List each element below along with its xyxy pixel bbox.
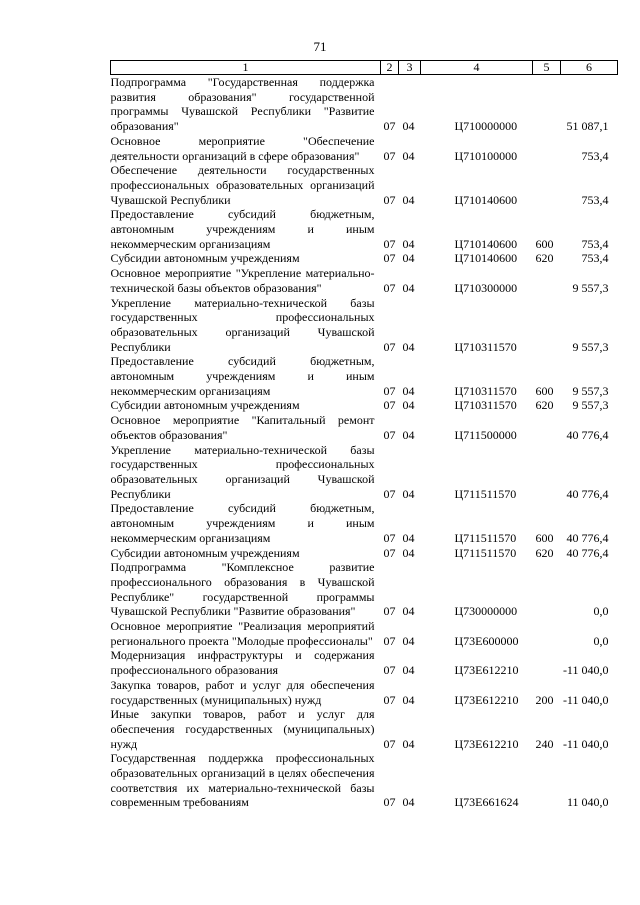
row-section: 07 xyxy=(383,427,396,442)
table-row xyxy=(111,266,618,295)
table-row xyxy=(111,678,618,707)
row-section: 07 xyxy=(383,486,396,501)
row-subsection: 04 xyxy=(402,633,415,648)
row-target-code: Ц711511570 xyxy=(454,530,517,545)
row-description: Субсидии автономным учреждениям xyxy=(110,545,300,560)
table-row xyxy=(111,546,618,561)
row-target-code: Ц710300000 xyxy=(454,280,518,295)
row-target-code: Ц730000000 xyxy=(454,604,518,619)
row-description-cell xyxy=(111,751,381,810)
row-description-cell xyxy=(111,75,381,134)
row-target-code: Ц710311570 xyxy=(454,383,517,398)
row-description-cell xyxy=(111,354,381,398)
table-row xyxy=(111,75,618,134)
row-subsection: 04 xyxy=(402,530,415,545)
table-row xyxy=(111,648,618,677)
row-subsection: 04 xyxy=(402,148,415,163)
row-expense-type: 620 xyxy=(535,398,554,413)
row-section: 07 xyxy=(383,545,396,560)
row-description: Укрепление материально-технической базы государственных профессиональных образовательных организаций Чувашской Республики xyxy=(110,295,375,354)
row-amount: 9 557,3 xyxy=(572,339,609,354)
row-description: Обеспечение деятельности государственных профессиональных образовательных организаций Чувашской Республики xyxy=(110,163,375,207)
table-row xyxy=(111,501,618,545)
row-description-cell xyxy=(111,619,381,648)
row-target-code: Ц710311570 xyxy=(454,339,517,354)
row-amount: 40 776,4 xyxy=(566,530,609,545)
row-target-code: Ц711500000 xyxy=(454,427,517,442)
table-body xyxy=(111,75,618,811)
table-row xyxy=(111,751,618,810)
row-description: Основное мероприятие "Обеспечение деятельности организаций в сфере образования" xyxy=(110,133,375,163)
header-col-5: 5 xyxy=(533,61,561,75)
row-amount: 0,0 xyxy=(593,633,609,648)
row-target-code: Ц710140600 xyxy=(454,192,518,207)
row-description-cell xyxy=(111,207,381,251)
row-amount: 11 040,0 xyxy=(566,795,609,810)
row-target-code: Ц710140600 xyxy=(454,236,518,251)
row-section: 07 xyxy=(383,530,396,545)
header-col-2: 2 xyxy=(381,61,399,75)
row-section: 07 xyxy=(383,119,396,134)
row-expense-type: 240 xyxy=(535,736,554,751)
row-description-cell xyxy=(111,443,381,502)
row-amount: 40 776,4 xyxy=(566,545,609,560)
table-row xyxy=(111,354,618,398)
row-description-cell xyxy=(111,501,381,545)
row-amount: 0,0 xyxy=(593,604,609,619)
row-description: Государственная поддержка профессиональных образовательных организаций в целях обеспечения соответствия их материально-технической базы современным требованиям xyxy=(110,751,375,810)
row-amount: 9 557,3 xyxy=(572,398,609,413)
row-section: 07 xyxy=(383,148,396,163)
row-target-code: Ц710100000 xyxy=(454,148,518,163)
row-description-cell xyxy=(111,163,381,207)
row-section: 07 xyxy=(383,398,396,413)
row-subsection: 04 xyxy=(402,251,415,266)
row-description-cell xyxy=(111,560,381,619)
row-description: Предоставление субсидий бюджетным, автономным учреждениям и иным некоммерческим организациям xyxy=(110,501,375,545)
row-amount: 753,4 xyxy=(581,148,609,163)
row-description: Модернизация инфраструктуры и содержания профессионального образования xyxy=(110,648,375,678)
row-target-code: Ц711511570 xyxy=(454,545,517,560)
row-amount: -11 040,0 xyxy=(562,736,609,751)
row-expense-type: 600 xyxy=(535,530,554,545)
row-description: Основное мероприятие "Капитальный ремонт объектов образования" xyxy=(110,413,375,442)
row-section: 07 xyxy=(383,192,396,207)
row-subsection: 04 xyxy=(402,692,415,707)
table-row xyxy=(111,251,618,266)
row-description-cell xyxy=(111,296,381,355)
header-col-4: 4 xyxy=(421,61,533,75)
row-amount: 753,4 xyxy=(581,236,609,251)
table-row xyxy=(111,296,618,355)
row-description-cell xyxy=(111,398,381,413)
row-expense-type xyxy=(533,163,561,207)
row-description-cell xyxy=(111,413,381,442)
row-description-cell xyxy=(111,266,381,295)
row-amount: 753,4 xyxy=(581,192,609,207)
row-section: 07 xyxy=(383,692,396,707)
row-expense-type: 200 xyxy=(535,692,554,707)
row-amount: -11 040,0 xyxy=(562,692,609,707)
header-col-6: 6 xyxy=(561,61,618,75)
row-section: 07 xyxy=(383,795,396,810)
row-expense-type: 600 xyxy=(535,236,554,251)
row-expense-type xyxy=(533,266,561,295)
row-subsection: 04 xyxy=(402,486,415,501)
row-amount: 9 557,3 xyxy=(572,280,609,295)
row-section: 07 xyxy=(383,633,396,648)
row-subsection: 04 xyxy=(402,398,415,413)
table-row xyxy=(111,207,618,251)
row-description: Предоставление субсидий бюджетным, автономным учреждениям и иным некоммерческим организациям xyxy=(110,354,375,398)
row-subsection: 04 xyxy=(402,280,415,295)
row-target-code: Ц73E600000 xyxy=(454,633,519,648)
table-row xyxy=(111,443,618,502)
row-amount: 9 557,3 xyxy=(572,383,609,398)
table-row xyxy=(111,163,618,207)
row-expense-type xyxy=(533,134,561,163)
row-section: 07 xyxy=(383,663,396,678)
row-target-code: Ц73E612210 xyxy=(454,736,519,751)
row-description: Иные закупки товаров, работ и услуг для обеспечения государственных (муниципальных) нужд xyxy=(110,707,375,751)
row-description: Предоставление субсидий бюджетным, автономным учреждениям и иным некоммерческим организациям xyxy=(110,207,375,251)
row-amount: -11 040,0 xyxy=(562,663,609,678)
row-section: 07 xyxy=(383,383,396,398)
row-target-code: Ц73E612210 xyxy=(454,692,519,707)
row-subsection: 04 xyxy=(402,427,415,442)
row-description: Подпрограмма "Комплексное развитие профессионального образования в Чувашской Республике" государственной программы Чувашской Республики "Развитие образования" xyxy=(110,560,375,619)
row-subsection: 04 xyxy=(402,236,415,251)
row-expense-type xyxy=(533,648,561,677)
row-subsection: 04 xyxy=(402,383,415,398)
row-description: Подпрограмма "Государственная поддержка развития образования" государственной программы Чувашской Республики "Развитие образования" xyxy=(110,75,375,134)
row-description-cell xyxy=(111,134,381,163)
row-subsection: 04 xyxy=(402,545,415,560)
row-expense-type xyxy=(533,443,561,502)
row-description: Закупка товаров, работ и услуг для обеспечения государственных (муниципальных) нужд xyxy=(110,677,375,707)
row-description: Основное мероприятие "Реализация мероприятий регионального проекта "Молодые профессионалы" xyxy=(110,619,375,648)
row-subsection: 04 xyxy=(402,339,415,354)
row-section: 07 xyxy=(383,251,396,266)
row-expense-type xyxy=(533,296,561,355)
table-row xyxy=(111,398,618,413)
row-expense-type: 600 xyxy=(535,383,554,398)
row-expense-type xyxy=(533,413,561,442)
table-row xyxy=(111,134,618,163)
row-subsection: 04 xyxy=(402,663,415,678)
row-section: 07 xyxy=(383,339,396,354)
row-target-code: Ц710311570 xyxy=(454,398,517,413)
row-description: Укрепление материально-технической базы государственных профессиональных образовательных организаций Чувашской Республики xyxy=(110,442,375,501)
header-col-3: 3 xyxy=(399,61,421,75)
row-target-code: Ц73E612210 xyxy=(454,663,519,678)
row-section: 07 xyxy=(383,236,396,251)
table-row xyxy=(111,619,618,648)
row-description: Субсидии автономным учреждениям xyxy=(110,251,300,266)
page-number: 71 xyxy=(313,39,327,54)
header-row xyxy=(111,61,618,75)
table-header xyxy=(111,61,618,75)
row-description-cell xyxy=(111,707,381,751)
table-row xyxy=(111,413,618,442)
row-subsection: 04 xyxy=(402,795,415,810)
row-subsection: 04 xyxy=(402,604,415,619)
row-expense-type: 620 xyxy=(535,545,554,560)
row-description-cell xyxy=(111,546,381,561)
header-col-1: 1 xyxy=(111,61,381,75)
row-description-cell xyxy=(111,648,381,677)
row-description: Основное мероприятие "Укрепление материально-технической базы объектов образования" xyxy=(110,266,375,295)
row-amount: 51 087,1 xyxy=(566,119,609,134)
row-section: 07 xyxy=(383,604,396,619)
row-expense-type xyxy=(533,619,561,648)
row-target-code: Ц710000000 xyxy=(454,119,518,134)
row-subsection: 04 xyxy=(402,736,415,751)
table-row xyxy=(111,560,618,619)
row-target-code: Ц710140600 xyxy=(454,251,518,266)
row-target-code: Ц711511570 xyxy=(454,486,517,501)
row-subsection: 04 xyxy=(402,192,415,207)
row-amount: 40 776,4 xyxy=(566,486,609,501)
row-expense-type xyxy=(533,75,561,134)
row-expense-type: 620 xyxy=(535,251,554,266)
row-expense-type xyxy=(533,560,561,619)
row-description-cell xyxy=(111,251,381,266)
budget-table xyxy=(110,60,618,810)
row-expense-type xyxy=(533,751,561,810)
row-amount: 40 776,4 xyxy=(566,427,609,442)
row-target-code: Ц73E661624 xyxy=(454,795,519,810)
row-section: 07 xyxy=(383,736,396,751)
row-description-cell xyxy=(111,678,381,707)
row-section: 07 xyxy=(383,280,396,295)
table-row xyxy=(111,707,618,751)
row-amount: 753,4 xyxy=(581,251,609,266)
row-description: Субсидии автономным учреждениям xyxy=(110,398,300,413)
row-subsection: 04 xyxy=(402,119,415,134)
